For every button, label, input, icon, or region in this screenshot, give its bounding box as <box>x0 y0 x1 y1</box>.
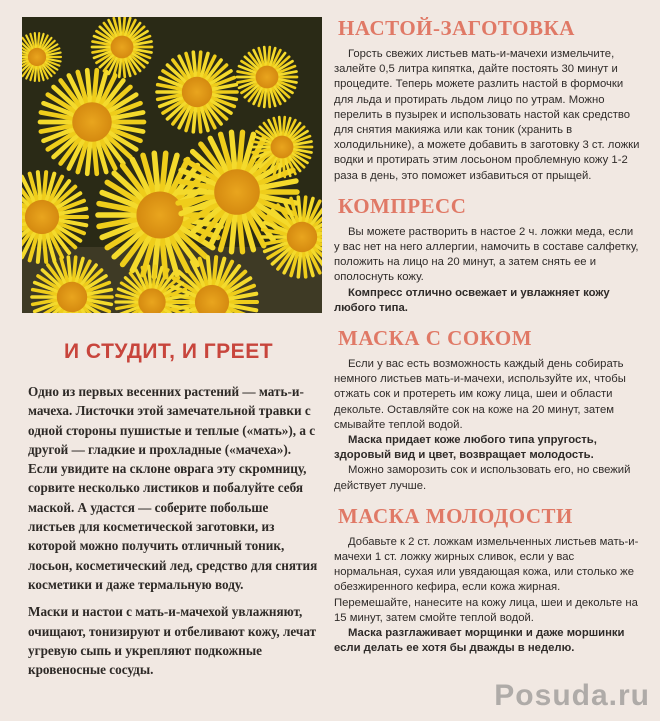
flowers-illustration <box>22 17 322 313</box>
main-title: И СТУДИТ, И ГРЕЕТ <box>64 340 274 363</box>
section-highlight: Компресс отлично освежает и увлажняет кожу любого типа. <box>334 286 610 314</box>
section-highlight: Маска разглаживает морщинки и даже моршинки если делать ее хотя бы дважды в неделю. <box>334 627 625 655</box>
section-juice-mask <box>334 326 640 494</box>
section-title: МАСКА МОЛОДОСТИ <box>338 503 573 528</box>
section-compress <box>334 194 640 316</box>
section-text: Добавьте к 2 ст. ложкам измельченных листьев мать-и-мачехи 1 ст. ложку жирных сливок, если у вас нормальная, сухая или увядающая кожа, или столько же обезжиренного кефира, если кожа жирная. Перемешайте, нанесите на кожу лица, шеи и декольте на 15 минут, затем смойте теплой водой. <box>334 535 639 624</box>
section-highlight: Маска придает коже любого типа упругость, здоровый вид и цвет, возвращает молодость. <box>334 434 597 462</box>
section-text: Если у вас есть возможность каждый день собирать немного листьев мать-и-мачехи, используйте их, чтобы отжать сок и протереть им кожу лица, шеи и области декольте. Оставляйте сок на коже на 20 минут, затем смывайте теплой водой. <box>334 358 626 431</box>
section-title: НАСТОЙ-ЗАГОТОВКА <box>338 16 575 40</box>
section-title: МАСКА С СОКОМ <box>338 326 533 351</box>
section-note: Можно заморозить сок и использовать его, но свежий действует лучше. <box>334 464 631 492</box>
section-infusion <box>334 16 640 184</box>
section-youth-mask <box>334 504 640 657</box>
intro-paragraph: Одно из первых весенних растений — мать-и-мачеха. Листочки этой замечательной травки с одной стороны пушистые и теплые («мать»), а с другой — гладкие и прохладные («мачеха»). Если увидите на склоне оврага эту скромницу, сорвите несколько листиков и побалуйте себя маской. А удастся — соберите побольше листьев для косметической заготовки, из которой можно получить отличный тоник, лосьон, косметический лед, средство для снятия косметики и даже термальную воду. <box>28 384 318 592</box>
watermark: Posuda.ru <box>494 679 650 712</box>
coltsfoot-flowers-photo <box>22 17 322 313</box>
section-text: Горсть свежих листьев мать-и-мачехи измельчите, залейте 0,5 литра кипятка, дайте постоять 30 минут и процедите. Теперь можете разлить настой в формочки для льда и протирать льдом лицо по утрам. Можно перелить в пузырек и использовать настой как средство для снятия макияжа или как тоник (хранить в холодильнике), а можете добавить в заготовку 3 ст. ложки водки и протирать этим лосьоном проблемную кожу 1-2 раза в день, это поможет избавиться от прыщей. <box>334 48 640 182</box>
section-text: Вы можете растворить в настое 2 ч. ложки меда, если у вас нет на него аллергии, намочить в составе салфетку, положить на лицо на 20 минут, а затем снять ее и ополоснуть кожу. <box>334 225 639 284</box>
flower-head <box>22 33 61 81</box>
section-title: КОМПРЕСС <box>338 193 467 218</box>
recipes-column <box>334 16 640 667</box>
intro-column <box>28 340 318 679</box>
intro-paragraph-2: Маски и настои с мать-и-мачехой увлажняют, очищают, тонизируют и отбеливают кожу, лечат угревую сыпь и укрепляют подкожные кровеносные сосуды. <box>28 604 317 678</box>
